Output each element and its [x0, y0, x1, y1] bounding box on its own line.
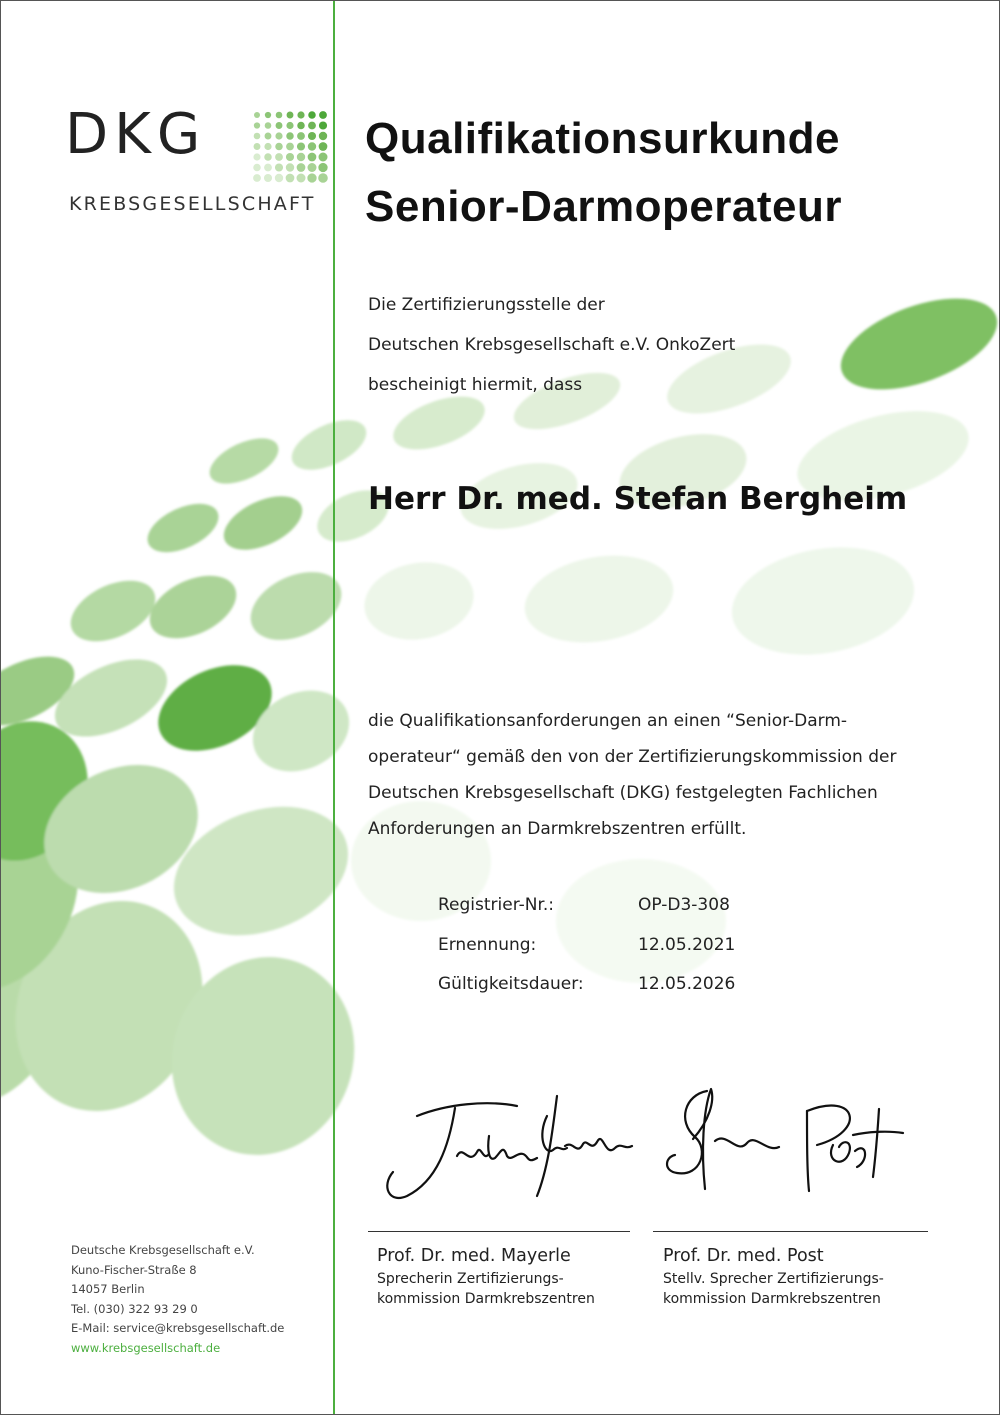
- signer-role-line-2: kommission Darmkrebszentren: [377, 1291, 595, 1307]
- certificate-title: [365, 105, 985, 241]
- footer-org: Deutsche Krebsgesellschaft e.V.: [71, 1243, 255, 1257]
- logo-dot-grid: [251, 109, 331, 189]
- statement-line-3: Deutschen Krebsgesellschaft (DKG) festgelegten Fachlichen: [368, 783, 878, 803]
- logo-wordmark: DKG: [65, 102, 207, 167]
- footer-phone: Tel. (030) 322 93 29 0: [71, 1301, 198, 1316]
- intro-line-2: Deutschen Krebsgesellschaft e.V. OnkoZert: [368, 335, 736, 355]
- intro-line-3: bescheinigt hiermit, dass: [368, 375, 583, 395]
- registry-value: 12.05.2026: [638, 974, 736, 994]
- vertical-divider-line: [333, 1, 335, 1414]
- signer-role-line-1: Sprecherin Zertifizierungs-: [377, 1271, 564, 1287]
- signer-name: Prof. Dr. med. Post: [663, 1246, 824, 1266]
- intro-text: [368, 285, 968, 405]
- registry-label: Registrier-Nr.:: [438, 895, 555, 915]
- registry-label: Gültigkeitsdauer:: [438, 974, 584, 994]
- footer-website-link[interactable]: www.krebsgesellschaft.de: [71, 1340, 221, 1355]
- signature-post: [657, 1081, 917, 1201]
- signature-line-left: [368, 1231, 630, 1232]
- signer-role-line-1: Stellv. Sprecher Zertifizierungs-: [663, 1271, 884, 1287]
- signer-mayerle: [377, 1243, 657, 1309]
- recipient-name: Herr Dr. med. Stefan Bergheim: [368, 481, 908, 517]
- signature-line-right: [653, 1231, 928, 1232]
- qualification-statement: [368, 703, 943, 847]
- statement-line-2: operateur“ gemäß den von der Zertifizierungskommission der: [368, 747, 897, 767]
- footer-street: Kuno-Fischer-Straße 8: [71, 1262, 197, 1277]
- title-line-2: Senior-Darmoperateur: [365, 182, 843, 231]
- statement-line-4: Anforderungen an Darmkrebszentren erfüllt.: [368, 819, 747, 839]
- signer-post: [663, 1243, 943, 1309]
- registry-details: [438, 887, 735, 1006]
- registry-row-appointment: [438, 927, 735, 967]
- registry-label: Ernennung:: [438, 934, 537, 955]
- signature-mayerle: [377, 1086, 637, 1216]
- signer-name: Prof. Dr. med. Mayerle: [377, 1246, 571, 1266]
- footer-address: [71, 1241, 284, 1358]
- registry-row-number: [438, 887, 735, 927]
- statement-line-1: die Qualifikationsanforderungen an einen “Senior-Darm-: [368, 711, 848, 731]
- title-line-1: Qualifikationsurkunde: [365, 114, 841, 163]
- registry-value: 12.05.2021: [638, 934, 736, 955]
- signer-role-line-2: kommission Darmkrebszentren: [663, 1291, 881, 1307]
- registry-row-validity: [438, 966, 735, 1006]
- registry-value: OP-D3-308: [638, 895, 730, 915]
- footer-city: 14057 Berlin: [71, 1282, 145, 1296]
- logo-subtitle: KREBSGESELLSCHAFT: [69, 193, 316, 215]
- footer-email[interactable]: E-Mail: service@krebsgesellschaft.de: [71, 1321, 285, 1335]
- intro-line-1: Die Zertifizierungsstelle der: [368, 295, 605, 315]
